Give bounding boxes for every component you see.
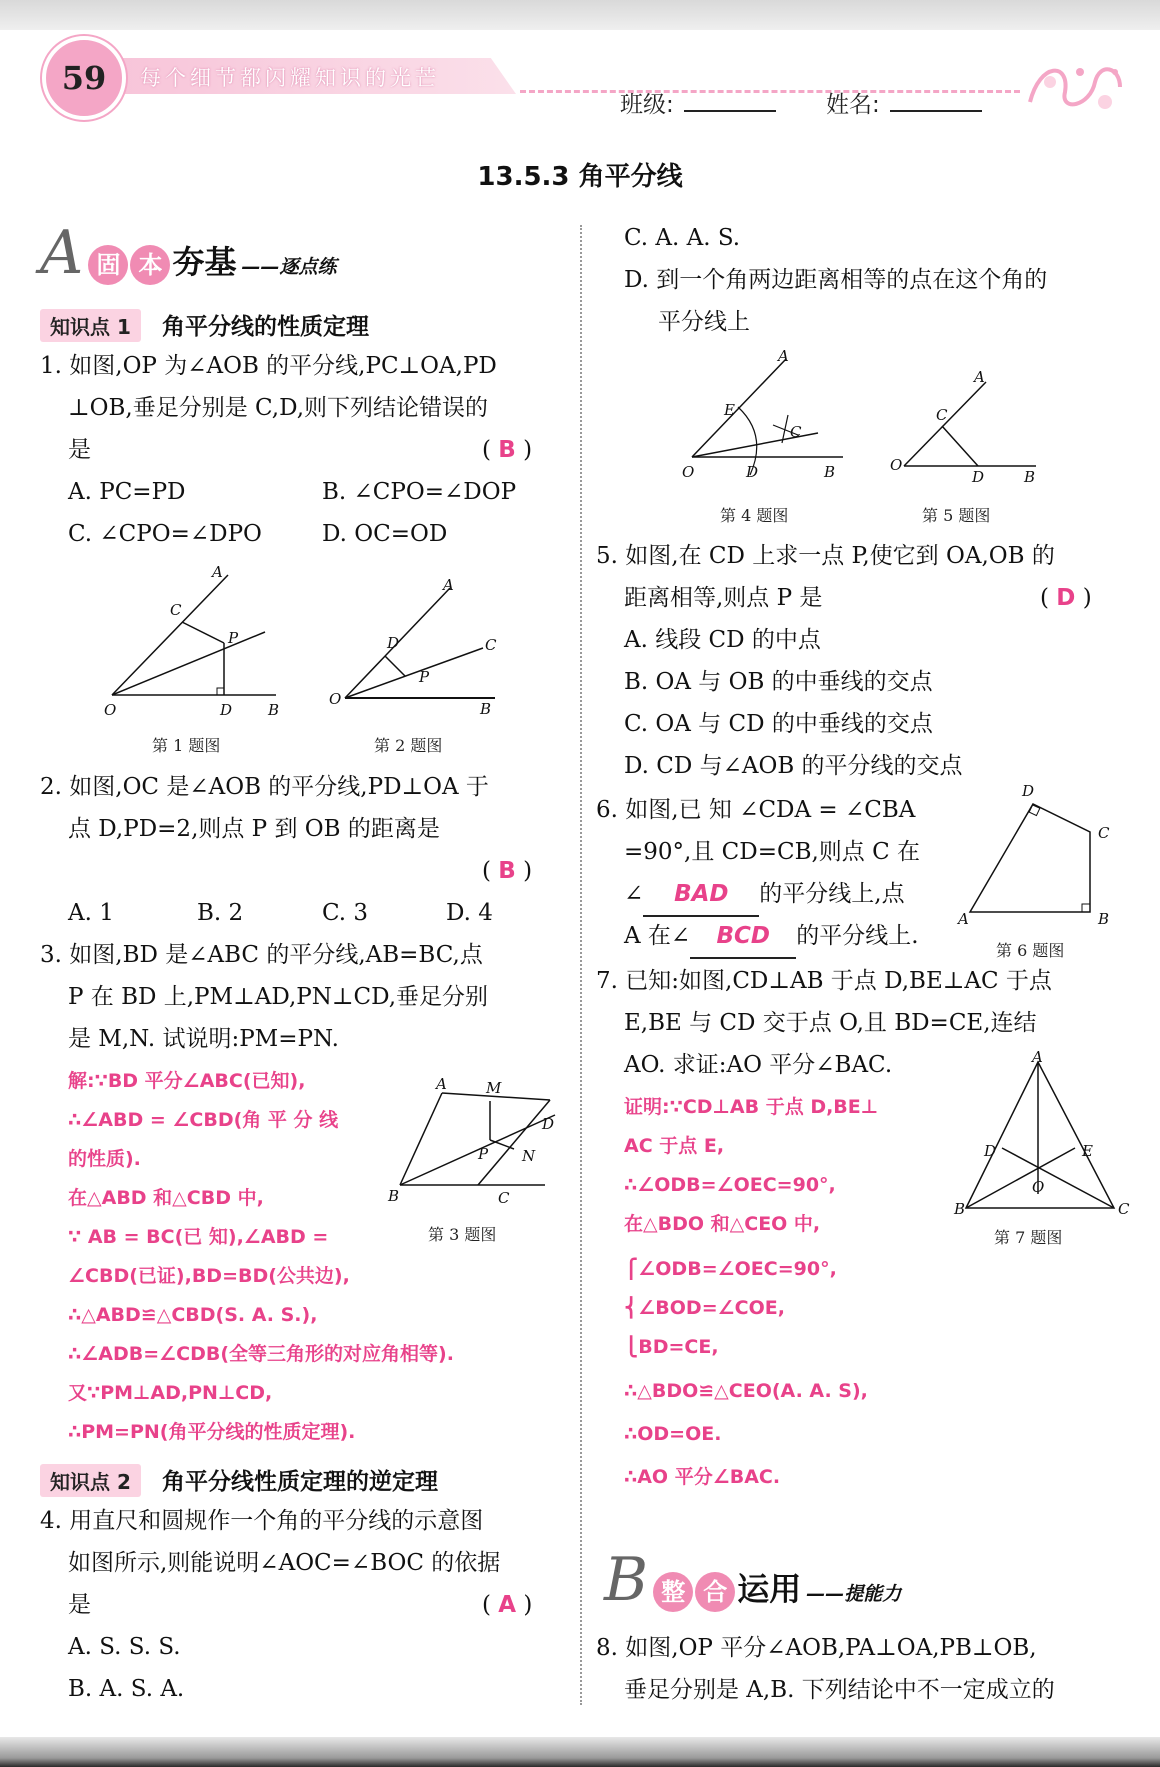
svg-text:P: P [478, 1145, 489, 1163]
svg-text:O: O [1032, 1178, 1045, 1196]
svg-text:A: A [212, 563, 223, 581]
figure-5 [886, 370, 1046, 485]
q6-line3-a: ∠ [624, 881, 644, 907]
svg-text:B: B [1024, 468, 1036, 486]
q8-line1: 8. 如图,OP 平分∠AOB,PA⊥OA,PB⊥OB, [596, 1635, 1037, 1661]
column-divider [580, 225, 582, 1705]
section-a-char1: 固 [88, 245, 128, 285]
svg-text:E: E [724, 401, 735, 419]
section-b-letter: B [604, 1545, 649, 1615]
svg-text:O: O [329, 690, 342, 708]
knowledge-point-2 [40, 1463, 438, 1497]
svg-text:A: A [778, 347, 789, 365]
svg-text:E: E [1082, 1142, 1093, 1160]
fig6-caption: 第 6 题图 [996, 941, 1065, 960]
class-label: 班级: [620, 92, 674, 118]
q2-opt-c: C. 3 [322, 900, 369, 926]
section-b-char2: 合 [695, 1572, 735, 1612]
fig5-caption: 第 5 题图 [922, 506, 991, 525]
svg-text:D: D [1022, 782, 1035, 800]
q2-line1: 2. 如图,OC 是∠AOB 的平分线,PD⊥OA 于 [40, 774, 489, 800]
q6-blank-2[interactable]: BCD [690, 915, 796, 959]
q2-opt-a: A. 1 [68, 900, 114, 926]
q5-opt-a: A. 线段 CD 的中点 [624, 627, 821, 653]
q1-opt-a: A. PC=PD [68, 479, 186, 505]
kp1-title: 角平分线的性质定理 [161, 314, 369, 340]
svg-text:D: D [387, 634, 400, 652]
figure-1 [100, 565, 290, 720]
q3-sol-7: ∴△ABD≌△CBD(S. A. S.), [68, 1304, 318, 1326]
q1-line3: 是 [68, 437, 91, 463]
q1-opt-c: C. ∠CPO=∠DPO [68, 521, 262, 547]
page-number: 59 [42, 36, 126, 120]
q4-opt-d1: D. 到一个角两边距离相等的点在这个角的 [624, 267, 1048, 293]
q3-line1: 3. 如图,BD 是∠ABC 的平分线,AB=BC,点 [40, 942, 483, 968]
svg-text:P: P [419, 668, 430, 686]
name-label: 姓名: [826, 92, 880, 118]
q3-line3: 是 M,N. 试说明:PM=PN. [68, 1026, 339, 1052]
fig1-caption: 第 1 题图 [152, 736, 221, 755]
q7-sol-8: ∴△BDO≌△CEO(A. A. S), [624, 1380, 868, 1402]
svg-text:A: A [974, 368, 985, 386]
q4-answer: ( A ) [482, 1592, 533, 1618]
q1-line1: 1. 如图,OP 为∠AOB 的平分线,PC⊥OA,PD [40, 353, 497, 379]
svg-text:B: B [388, 1187, 400, 1205]
class-field [620, 86, 776, 119]
q7-line1: 7. 已知:如图,CD⊥AB 于点 D,BE⊥AC 于点 [596, 968, 1052, 994]
q6-line1: 6. 如图,已 知 ∠CDA = ∠CBA [596, 797, 916, 823]
figure-3 [380, 1075, 565, 1210]
svg-text:C: C [170, 601, 182, 619]
svg-text:D: D [220, 701, 233, 719]
svg-text:A: A [436, 1075, 447, 1093]
svg-text:C: C [485, 636, 497, 654]
q2-answer: ( B ) [482, 858, 533, 884]
svg-text:O: O [890, 456, 903, 474]
q6-line4-b: 的平分线上. [796, 923, 919, 949]
svg-text:B: B [824, 463, 836, 481]
q7-sol-3: ∴∠ODB=∠OEC=90°, [624, 1174, 836, 1196]
q5-line2: 距离相等,则点 P 是 [624, 585, 823, 611]
section-b-char1: 整 [653, 1572, 693, 1612]
q4-answer-value: A [498, 1592, 517, 1618]
q5-opt-d: D. CD 与∠AOB 的平分线的交点 [624, 753, 963, 779]
q8-line2: 垂足分别是 A,B. 下列结论中不一定成立的 [624, 1677, 1055, 1703]
fig3-caption: 第 3 题图 [428, 1225, 497, 1244]
q7-sol-7: ⎩BD=CE, [624, 1336, 719, 1358]
q1-answer: ( B ) [482, 437, 533, 463]
section-b-sub: ——提能力 [806, 1583, 902, 1605]
q1-opt-b: B. ∠CPO=∠DOP [322, 479, 517, 505]
svg-text:B: B [480, 700, 492, 718]
q1-answer-value: B [498, 437, 516, 463]
figure-4 [678, 345, 853, 485]
svg-text:D: D [542, 1115, 555, 1133]
svg-text:B: B [1098, 910, 1110, 928]
svg-text:M: M [486, 1079, 502, 1097]
q6-line3-b: 的平分线上,点 [759, 881, 905, 907]
figure-6 [958, 782, 1128, 932]
q5-answer-value: D [1056, 585, 1076, 611]
motto: 每个细节都闪耀知识的光芒 [140, 66, 440, 90]
q7-line2: E,BE 与 CD 交于点 O,且 BD=CE,连结 [624, 1010, 1037, 1036]
figure-7 [952, 1048, 1130, 1222]
q7-sol-4: 在△BDO 和△CEO 中, [624, 1213, 821, 1235]
q3-sol-4: 在△ABD 和△CBD 中, [68, 1187, 264, 1209]
svg-text:O: O [682, 463, 695, 481]
q3-sol-3: 的性质). [68, 1148, 141, 1170]
q4-opt-c: C. A. A. S. [624, 225, 741, 251]
q7-sol-5: ⎧∠ODB=∠OEC=90°, [624, 1258, 837, 1280]
name-blank[interactable] [890, 90, 982, 112]
svg-text:A: A [443, 576, 454, 594]
q3-sol-2: ∴∠ABD = ∠CBD(角 平 分 线 [68, 1109, 339, 1131]
svg-text:C: C [936, 406, 948, 424]
q4-line3: 是 [68, 1592, 91, 1618]
fig4-caption: 第 4 题图 [720, 506, 789, 525]
svg-text:N: N [522, 1147, 536, 1165]
q4-line2: 如图所示,则能说明∠AOC=∠BOC 的依据 [68, 1550, 501, 1576]
svg-text:A: A [1032, 1048, 1043, 1066]
q3-line2: P 在 BD 上,PM⊥AD,PN⊥CD,垂足分别 [68, 984, 489, 1010]
q3-sol-5: ∵ AB = BC(已 知),∠ABD = [68, 1226, 329, 1248]
q4-opt-a: A. S. S. S. [68, 1634, 181, 1660]
q4-line1: 4. 用直尺和圆规作一个角的平分线的示意图 [40, 1508, 484, 1534]
q2-answer-value: B [498, 858, 516, 884]
section-b-text: 运用 [737, 1570, 802, 1608]
q1-line2: ⊥OB,垂足分别是 C,D,则下列结论错误的 [68, 395, 489, 421]
q7-sol-2: AC 于点 E, [624, 1135, 725, 1157]
knowledge-point-1 [40, 308, 369, 342]
section-a-text: 夯基 [172, 243, 237, 281]
q3-sol-6: ∠CBD(已证),BD=BD(公共边), [68, 1265, 350, 1287]
svg-text:D: D [746, 463, 759, 481]
figure-2 [325, 578, 510, 718]
section-b-heading [604, 1545, 901, 1615]
q6-line2: =90°,且 CD=CB,则点 C 在 [624, 839, 921, 865]
svg-text:B: B [268, 701, 280, 719]
q2-opt-d: D. 4 [446, 900, 493, 926]
svg-text:D: D [972, 468, 985, 486]
svg-text:A: A [958, 910, 969, 928]
q7-sol-6: ⎨∠BOD=∠COE, [624, 1297, 785, 1319]
svg-text:B: B [954, 1200, 966, 1218]
top-bar [0, 0, 1160, 30]
svg-text:C: C [498, 1189, 510, 1207]
q5-line1: 5. 如图,在 CD 上求一点 P,使它到 OA,OB 的 [596, 543, 1055, 569]
q7-line3: AO. 求证:AO 平分∠BAC. [624, 1052, 893, 1078]
q1-opt-d: D. OC=OD [322, 521, 448, 547]
q7-sol-1: 证明:∵CD⊥AB 于点 D,BE⊥ [624, 1096, 879, 1118]
q4-opt-d2: 平分线上 [658, 309, 750, 335]
q3-sol-8: ∴∠ADB=∠CDB(全等三角形的对应角相等). [68, 1343, 454, 1365]
svg-text:O: O [104, 701, 117, 719]
q7-sol-10: ∴AO 平分∠BAC. [624, 1466, 781, 1488]
section-a-heading [40, 218, 337, 288]
svg-text:C: C [790, 423, 802, 441]
kp1-badge: 知识点 1 [40, 309, 141, 342]
page-title: 13.5.3 角平分线 [477, 162, 683, 192]
section-a-sub: ——逐点练 [241, 256, 337, 278]
q5-answer: ( D ) [1040, 585, 1092, 611]
kp2-title: 角平分线性质定理的逆定理 [161, 1469, 438, 1495]
fig7-caption: 第 7 题图 [994, 1228, 1063, 1247]
q4-opt-b: B. A. S. A. [68, 1676, 185, 1702]
q5-opt-c: C. OA 与 CD 的中垂线的交点 [624, 711, 933, 737]
q6-blank-1[interactable]: BAD [643, 873, 759, 917]
kp2-badge: 知识点 2 [40, 1464, 141, 1497]
q6-line4 [624, 915, 919, 959]
svg-text:C: C [1098, 824, 1110, 842]
svg-text:P: P [228, 629, 239, 647]
flourish-icon [1020, 52, 1130, 124]
q3-sol-10: ∴PM=PN(角平分线的性质定理). [68, 1421, 356, 1443]
q7-sol-9: ∴OD=OE. [624, 1423, 722, 1445]
q5-opt-b: B. OA 与 OB 的中垂线的交点 [624, 669, 933, 695]
section-a-char2: 本 [130, 245, 170, 285]
bottom-bar [0, 1737, 1160, 1767]
q3-sol-9: 又∵PM⊥AD,PN⊥CD, [68, 1382, 273, 1404]
class-blank[interactable] [684, 90, 776, 112]
q2-line2: 点 D,PD=2,则点 P 到 OB 的距离是 [68, 816, 440, 842]
q6-line3 [624, 873, 905, 917]
svg-text:C: C [1118, 1200, 1130, 1218]
svg-text:D: D [984, 1142, 997, 1160]
q3-sol-1: 解:∵BD 平分∠ABC(已知), [68, 1070, 306, 1092]
section-a-letter: A [40, 218, 84, 288]
q2-opt-b: B. 2 [197, 900, 244, 926]
q6-line4-a: A 在∠ [624, 923, 691, 949]
name-field [826, 86, 982, 119]
fig2-caption: 第 2 题图 [374, 736, 443, 755]
